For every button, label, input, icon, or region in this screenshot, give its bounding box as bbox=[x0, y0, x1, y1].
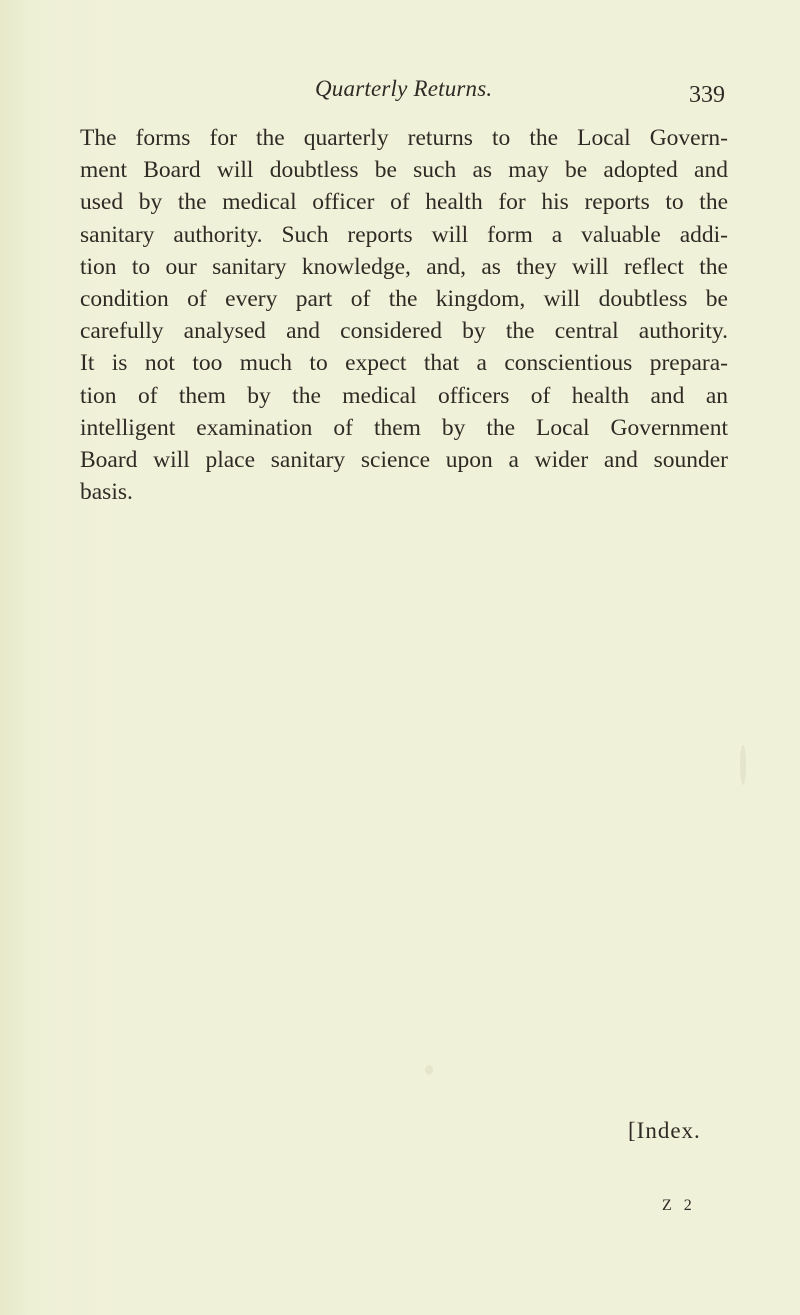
text-line: basis. bbox=[80, 479, 133, 506]
text-line: used by the medical officer of health for his reports to the bbox=[80, 189, 728, 216]
text-line: ment Board will doubtless be such as may be adopted and bbox=[80, 157, 728, 184]
catchword: [Index. bbox=[628, 1118, 701, 1143]
text-line: It is not too much to expect that a conscientious prepara- bbox=[80, 350, 728, 377]
paper-stain bbox=[425, 1065, 433, 1075]
body-paragraph bbox=[80, 122, 728, 508]
signature-mark: Z 2 bbox=[662, 1197, 696, 1214]
running-head bbox=[0, 76, 800, 116]
text-line: Board will place sanitary science upon a wider and sounder bbox=[80, 447, 728, 474]
text-line: The forms for the quarterly returns to the Local Govern- bbox=[80, 125, 728, 151]
running-title: Quarterly Returns. bbox=[315, 76, 493, 101]
text-line: tion of them by the medical officers of health and an bbox=[80, 382, 728, 409]
text-line: carefully analysed and considered by the central authority. bbox=[80, 318, 728, 345]
text-line: intelligent examination of them by the Local Government bbox=[80, 414, 728, 441]
text-line: condition of every part of the kingdom, will doubtless be bbox=[80, 286, 728, 313]
paper-stain bbox=[740, 745, 746, 785]
page-number: 339 bbox=[689, 82, 725, 108]
text-line: sanitary authority. Such reports will form a valuable addi- bbox=[80, 221, 728, 248]
text-line: tion to our sanitary knowledge, and, as they will reflect the bbox=[80, 253, 728, 280]
